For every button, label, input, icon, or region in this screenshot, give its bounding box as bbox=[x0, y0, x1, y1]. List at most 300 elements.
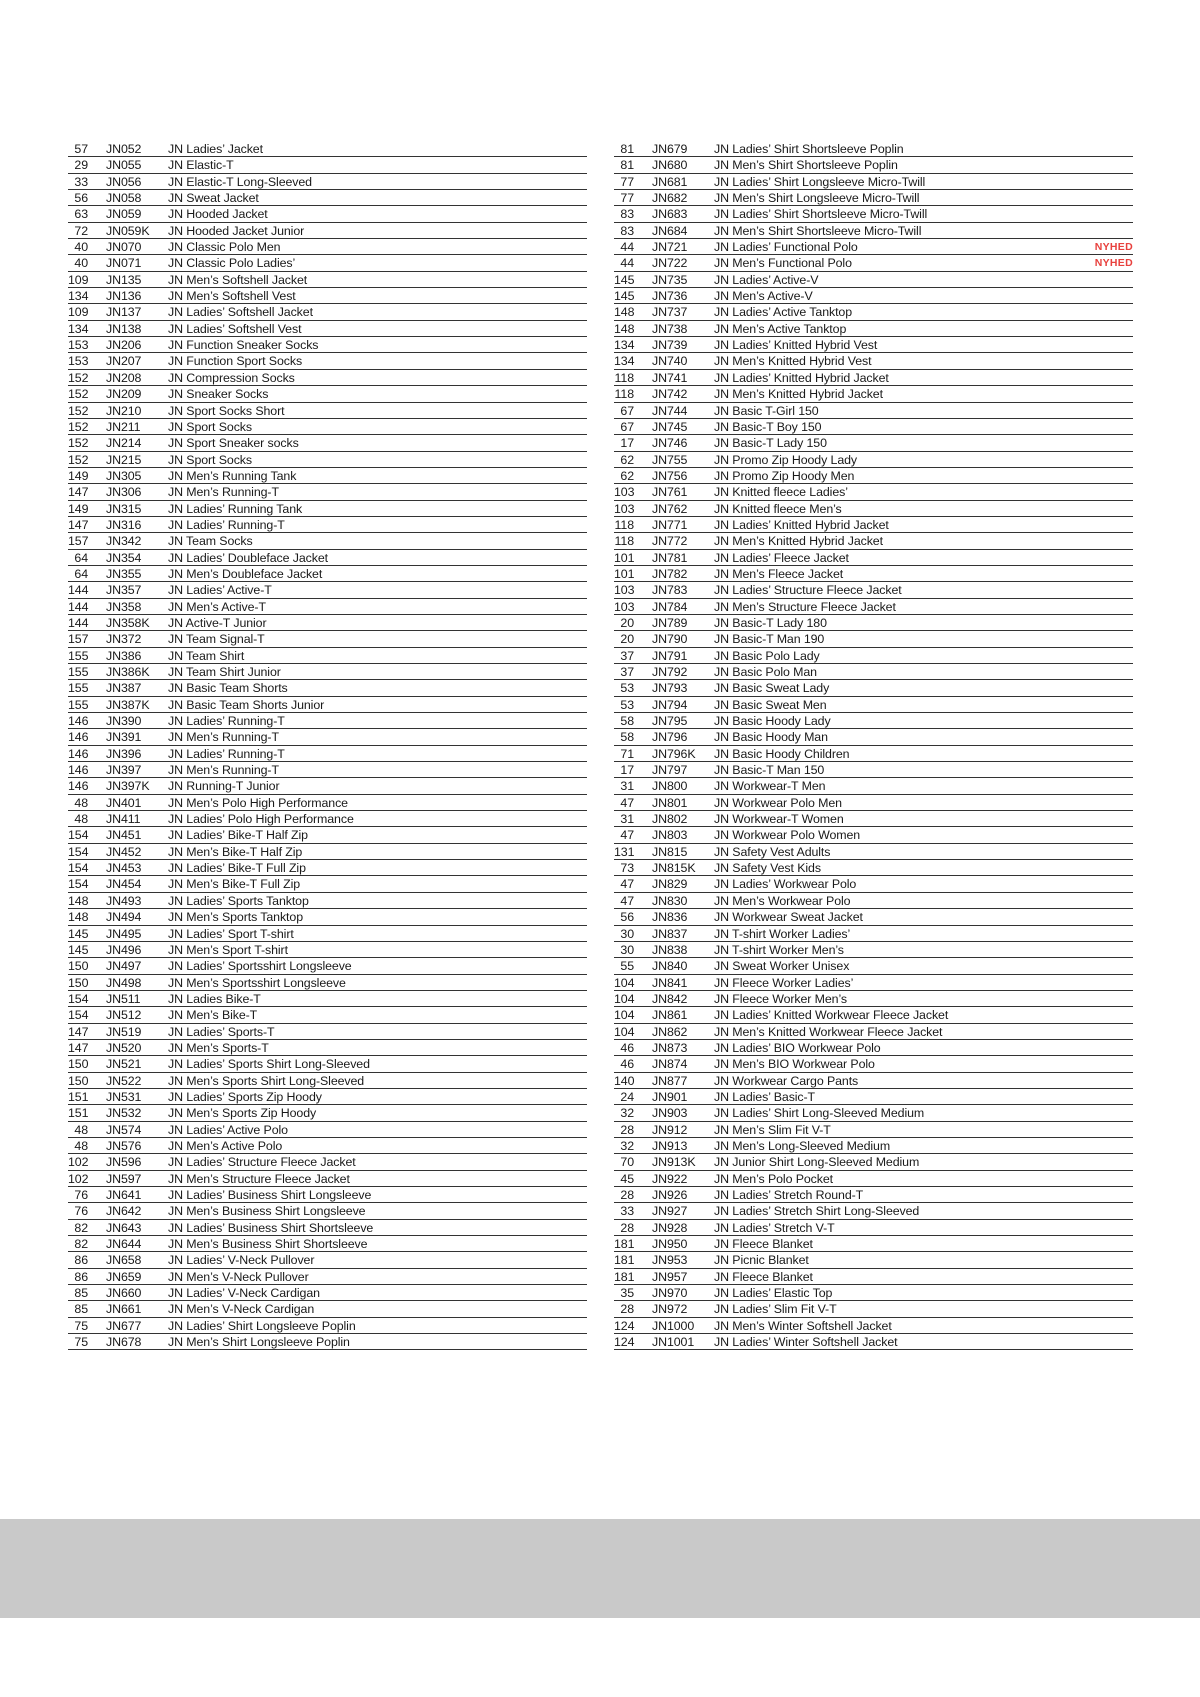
product-code: JN519 bbox=[106, 1024, 142, 1039]
page-number: 154 bbox=[68, 861, 89, 876]
product-code: JN494 bbox=[106, 910, 142, 925]
page-number: 146 bbox=[68, 763, 89, 778]
product-name: JN Men’s Polo Pocket bbox=[714, 1171, 833, 1186]
list-item bbox=[68, 255, 587, 271]
product-name: JN Ladies’ Winter Softshell Jacket bbox=[714, 1335, 898, 1350]
product-name: JN Ladies’ Knitted Hybrid Vest bbox=[714, 338, 878, 353]
product-name: JN Ladies’ Knitted Workwear Fleece Jacket bbox=[714, 1008, 949, 1023]
list-item bbox=[614, 697, 1133, 713]
product-code: JN386 bbox=[106, 648, 142, 663]
product-name: JN Basic-T Lady 150 bbox=[714, 436, 827, 451]
page-number: 81 bbox=[620, 158, 634, 173]
page-number: 134 bbox=[68, 321, 89, 336]
product-code: JN841 bbox=[652, 975, 688, 990]
product-code: JN771 bbox=[652, 517, 688, 532]
page-number: 154 bbox=[68, 991, 89, 1006]
page-number: 148 bbox=[614, 305, 635, 320]
list-item bbox=[68, 795, 587, 811]
product-code: JN214 bbox=[106, 436, 142, 451]
product-code: JN660 bbox=[106, 1286, 142, 1301]
product-code: JN795 bbox=[652, 714, 688, 729]
list-item bbox=[68, 648, 587, 664]
list-item bbox=[614, 174, 1133, 190]
product-name: JN Ladies’ Doubleface Jacket bbox=[168, 550, 328, 565]
page-number: 20 bbox=[620, 615, 634, 630]
page-number: 134 bbox=[68, 289, 89, 304]
product-code: JN903 bbox=[652, 1106, 688, 1121]
product-name: JN Running-T Junior bbox=[168, 779, 280, 794]
product-name: JN Fleece Worker Men’s bbox=[714, 991, 847, 1006]
list-item bbox=[614, 599, 1133, 615]
product-name: JN Elastic-T bbox=[168, 158, 234, 173]
page-number: 144 bbox=[68, 583, 89, 598]
page-number: 48 bbox=[74, 812, 88, 827]
product-code: JN950 bbox=[652, 1237, 688, 1252]
product-name: JN Team Socks bbox=[168, 534, 253, 549]
product-code: JN372 bbox=[106, 632, 142, 647]
product-name: JN Ladies’ Sports Tanktop bbox=[168, 893, 309, 908]
product-code: JN643 bbox=[106, 1220, 142, 1235]
product-name: JN Workwear Sweat Jacket bbox=[714, 910, 863, 925]
list-item bbox=[614, 1301, 1133, 1317]
product-name: JN Active-T Junior bbox=[168, 615, 267, 630]
list-item bbox=[614, 304, 1133, 320]
page-number: 44 bbox=[620, 240, 634, 255]
new-badge: NYHED bbox=[1094, 241, 1133, 254]
page-number: 70 bbox=[620, 1155, 634, 1170]
page-number: 144 bbox=[68, 599, 89, 614]
product-code: JN386K bbox=[106, 665, 150, 679]
page-number: 150 bbox=[68, 959, 89, 974]
list-item bbox=[614, 1056, 1133, 1072]
product-code: JN800 bbox=[652, 779, 688, 794]
page-number: 47 bbox=[620, 828, 634, 843]
list-item bbox=[68, 713, 587, 729]
list-item bbox=[68, 370, 587, 386]
product-name: JN Men’s Shirt Shortsleeve Micro-Twill bbox=[714, 223, 922, 238]
page-number: 64 bbox=[74, 550, 88, 565]
product-name: JN Hooded Jacket bbox=[168, 207, 268, 222]
product-code: JN531 bbox=[106, 1089, 142, 1104]
product-name: JN Ladies’ Sports-T bbox=[168, 1024, 275, 1039]
product-code: JN137 bbox=[106, 305, 142, 320]
list-item bbox=[614, 1318, 1133, 1334]
page-number: 85 bbox=[74, 1286, 88, 1301]
product-name: JN Basic Hoody Man bbox=[714, 730, 828, 745]
product-name: JN Ladies’ Sports Shirt Long-Sleeved bbox=[168, 1057, 370, 1072]
page-number: 152 bbox=[68, 419, 89, 434]
product-name: JN Team Shirt bbox=[168, 648, 245, 663]
product-code: JN722 bbox=[652, 256, 688, 271]
list-item bbox=[614, 255, 1133, 271]
page-number: 146 bbox=[68, 746, 89, 761]
product-code: JN206 bbox=[106, 338, 142, 353]
product-name: JN Men’s Functional Polo bbox=[714, 256, 852, 271]
list-item bbox=[68, 1187, 587, 1203]
product-name: JN Men’s Workwear Polo bbox=[714, 893, 851, 908]
list-item bbox=[614, 1024, 1133, 1040]
page-number: 57 bbox=[74, 142, 88, 156]
product-name: JN Promo Zip Hoody Men bbox=[714, 468, 855, 483]
product-name: JN Fleece Blanket bbox=[714, 1237, 813, 1252]
list-item bbox=[68, 239, 587, 255]
page-number: 67 bbox=[620, 403, 634, 418]
page-number: 62 bbox=[620, 468, 634, 483]
list-item bbox=[614, 419, 1133, 435]
product-code: JN391 bbox=[106, 730, 142, 745]
product-name: JN Men’s Softshell Vest bbox=[168, 289, 296, 304]
page-number: 147 bbox=[68, 517, 89, 532]
product-name: JN Ladies’ Active Polo bbox=[168, 1122, 288, 1137]
list-item bbox=[68, 321, 587, 337]
product-code: JN783 bbox=[652, 583, 688, 598]
product-name: JN Promo Zip Hoody Lady bbox=[714, 452, 858, 467]
product-code: JN138 bbox=[106, 321, 142, 336]
footer-band bbox=[0, 1519, 1200, 1618]
product-name: JN Hooded Jacket Junior bbox=[168, 223, 305, 238]
page-number: 147 bbox=[68, 485, 89, 500]
product-name: JN Basic Polo Lady bbox=[714, 648, 820, 663]
product-name: JN Ladies’ Polo High Performance bbox=[168, 812, 354, 827]
product-code: JN520 bbox=[106, 1040, 142, 1055]
page-number: 118 bbox=[614, 387, 634, 402]
product-code: JN659 bbox=[106, 1269, 142, 1284]
product-name: JN Ladies’ Workwear Polo bbox=[714, 877, 857, 892]
product-name: JN Men’s Shirt Longsleeve Poplin bbox=[168, 1335, 350, 1350]
product-name: JN Workwear-T Men bbox=[714, 779, 826, 794]
list-item bbox=[614, 1220, 1133, 1236]
product-name: JN Function Sport Socks bbox=[168, 354, 303, 369]
product-name: JN Ladies’ Running-T bbox=[168, 517, 285, 532]
page-number: 35 bbox=[620, 1286, 634, 1301]
product-name: JN Fleece Blanket bbox=[714, 1269, 813, 1284]
product-name: JN Ladies’ Slim Fit V-T bbox=[714, 1302, 837, 1317]
product-code: JN681 bbox=[652, 174, 688, 189]
product-code: JN862 bbox=[652, 1024, 688, 1039]
product-code: JN927 bbox=[652, 1204, 688, 1219]
page-number: 37 bbox=[620, 648, 634, 663]
product-code: JN970 bbox=[652, 1286, 688, 1301]
list-item bbox=[614, 746, 1133, 762]
page-number: 152 bbox=[68, 436, 89, 451]
list-item bbox=[68, 190, 587, 206]
product-code: JN742 bbox=[652, 387, 688, 402]
list-item bbox=[68, 926, 587, 942]
page-number: 104 bbox=[614, 1024, 635, 1039]
product-code: JN840 bbox=[652, 959, 688, 974]
page-number: 134 bbox=[614, 338, 635, 353]
page-number: 71 bbox=[620, 746, 634, 761]
page-number: 181 bbox=[614, 1269, 635, 1284]
product-name: JN Men’s Sportsshirt Longsleeve bbox=[168, 975, 346, 990]
list-item bbox=[614, 403, 1133, 419]
product-code: JN802 bbox=[652, 812, 688, 827]
list-item bbox=[614, 566, 1133, 582]
page-number: 104 bbox=[614, 1008, 635, 1023]
product-code: JN815K bbox=[652, 861, 696, 876]
product-name: JN Ladies’ Business Shirt Shortsleeve bbox=[168, 1220, 374, 1235]
page-number: 102 bbox=[68, 1171, 89, 1186]
product-code: JN354 bbox=[106, 550, 142, 565]
list-item bbox=[68, 697, 587, 713]
product-code: JN679 bbox=[652, 142, 688, 156]
list-item bbox=[68, 272, 587, 288]
product-name: JN Function Sneaker Socks bbox=[168, 338, 319, 353]
product-code: JN209 bbox=[106, 387, 142, 402]
product-code: JN913K bbox=[652, 1155, 696, 1170]
product-name: JN Ladies’ Jacket bbox=[168, 142, 263, 156]
product-code: JN761 bbox=[652, 485, 688, 500]
page-number: 86 bbox=[74, 1269, 88, 1284]
list-item bbox=[68, 337, 587, 353]
product-code: JN837 bbox=[652, 926, 688, 941]
list-item bbox=[68, 876, 587, 892]
list-item bbox=[68, 501, 587, 517]
product-name: JN Basic Hoody Lady bbox=[714, 714, 831, 729]
product-code: JN498 bbox=[106, 975, 142, 990]
product-name: JN Basic Hoody Children bbox=[714, 746, 850, 761]
product-name: JN Basic-T Lady 180 bbox=[714, 615, 827, 630]
list-item bbox=[614, 337, 1133, 353]
product-code: JN532 bbox=[106, 1106, 142, 1121]
page-number: 103 bbox=[614, 599, 635, 614]
page-number: 151 bbox=[68, 1106, 89, 1121]
product-code: JN738 bbox=[652, 321, 688, 336]
product-code: JN756 bbox=[652, 468, 688, 483]
product-name: JN Men’s Knitted Hybrid Vest bbox=[714, 354, 872, 369]
product-name: JN Men’s Structure Fleece Jacket bbox=[714, 599, 896, 614]
list-item bbox=[614, 1040, 1133, 1056]
page-number: 32 bbox=[620, 1106, 634, 1121]
list-item bbox=[614, 811, 1133, 827]
list-item bbox=[68, 353, 587, 369]
product-name: JN Basic Sweat Lady bbox=[714, 681, 830, 696]
page-number: 155 bbox=[68, 681, 89, 696]
product-code: JN745 bbox=[652, 419, 688, 434]
product-name: JN Sport Socks bbox=[168, 419, 252, 434]
product-code: JN493 bbox=[106, 893, 142, 908]
list-item bbox=[614, 582, 1133, 598]
list-item bbox=[614, 1105, 1133, 1121]
page-number: 148 bbox=[68, 893, 89, 908]
list-item bbox=[614, 452, 1133, 468]
page-number: 157 bbox=[68, 632, 89, 647]
page-number: 62 bbox=[620, 452, 634, 467]
product-code: JN215 bbox=[106, 452, 142, 467]
product-code: JN135 bbox=[106, 272, 142, 287]
page-number: 86 bbox=[74, 1253, 88, 1268]
product-name: JN Ladies’ Sport T-shirt bbox=[168, 926, 294, 941]
page-number: 83 bbox=[620, 223, 634, 238]
page-number: 140 bbox=[614, 1073, 635, 1088]
product-name: JN Men’s Slim Fit V-T bbox=[714, 1122, 831, 1137]
product-name: JN Workwear Polo Men bbox=[714, 795, 842, 810]
list-item bbox=[68, 778, 587, 794]
product-name: JN Men’s Active Polo bbox=[168, 1138, 283, 1153]
page-number: 101 bbox=[614, 566, 635, 581]
list-item bbox=[68, 975, 587, 991]
list-item bbox=[68, 1056, 587, 1072]
list-item bbox=[68, 223, 587, 239]
product-code: JN644 bbox=[106, 1237, 142, 1252]
product-code: JN861 bbox=[652, 1008, 688, 1023]
list-item bbox=[68, 942, 587, 958]
list-item bbox=[68, 1269, 587, 1285]
page-number: 28 bbox=[620, 1122, 634, 1137]
page-number: 30 bbox=[620, 926, 634, 941]
product-code: JN522 bbox=[106, 1073, 142, 1088]
list-item bbox=[68, 1122, 587, 1138]
product-name: JN Men’s BIO Workwear Polo bbox=[714, 1057, 875, 1072]
product-code: JN387 bbox=[106, 681, 142, 696]
product-name: JN Men’s Active Tanktop bbox=[714, 321, 847, 336]
product-name: JN Ladies’ Stretch Round-T bbox=[714, 1188, 864, 1202]
product-code: JN210 bbox=[106, 403, 142, 418]
page-number: 77 bbox=[620, 174, 634, 189]
product-code: JN211 bbox=[106, 419, 141, 434]
list-item bbox=[68, 304, 587, 320]
product-name: JN Ladies’ Knitted Hybrid Jacket bbox=[714, 517, 889, 532]
list-item bbox=[614, 435, 1133, 451]
list-item bbox=[614, 1073, 1133, 1089]
product-name: JN Men’s Active-V bbox=[714, 289, 813, 304]
product-code: JN056 bbox=[106, 174, 142, 189]
list-item bbox=[68, 435, 587, 451]
page-number: 154 bbox=[68, 828, 89, 843]
product-name: JN Ladies’ Shirt Longsleeve Poplin bbox=[168, 1318, 356, 1333]
product-name: JN Ladies’ Basic-T bbox=[714, 1089, 816, 1104]
product-name: JN Men’s Knitted Hybrid Jacket bbox=[714, 387, 883, 402]
product-code: JN315 bbox=[106, 501, 142, 516]
list-item bbox=[68, 1073, 587, 1089]
list-item bbox=[68, 1301, 587, 1317]
page-number: 153 bbox=[68, 354, 89, 369]
product-code: JN058 bbox=[106, 191, 142, 206]
product-name: JN Ladies’ Running-T bbox=[168, 746, 285, 761]
list-item bbox=[68, 566, 587, 582]
product-code: JN390 bbox=[106, 714, 142, 729]
product-name: JN Basic Team Shorts bbox=[168, 681, 288, 696]
product-code: JN454 bbox=[106, 877, 142, 892]
list-item bbox=[614, 517, 1133, 533]
product-name: JN Men’s Shirt Longsleeve Micro-Twill bbox=[714, 191, 920, 206]
product-code: JN721 bbox=[652, 240, 688, 255]
page-number: 118 bbox=[614, 370, 634, 385]
product-code: JN678 bbox=[106, 1335, 142, 1350]
product-code: JN511 bbox=[106, 991, 141, 1006]
product-code: JN829 bbox=[652, 877, 688, 892]
product-name: JN Workwear Polo Women bbox=[714, 828, 861, 843]
page-number: 152 bbox=[68, 452, 89, 467]
page-number: 181 bbox=[614, 1237, 635, 1252]
page-number: 148 bbox=[614, 321, 635, 336]
product-name: JN Men’s Sports Tanktop bbox=[168, 910, 303, 925]
product-name: JN Elastic-T Long-Sleeved bbox=[168, 174, 312, 189]
page-number: 20 bbox=[620, 632, 634, 647]
product-name: JN Men’s Sports-T bbox=[168, 1040, 269, 1055]
list-item bbox=[68, 419, 587, 435]
list-item bbox=[68, 1334, 587, 1350]
list-item bbox=[614, 827, 1133, 843]
list-item bbox=[68, 533, 587, 549]
page-number: 30 bbox=[620, 942, 634, 957]
list-item bbox=[68, 1007, 587, 1023]
page-number: 47 bbox=[620, 795, 634, 810]
product-name: JN Basic-T Man 150 bbox=[714, 763, 825, 778]
product-code: JN684 bbox=[652, 223, 688, 238]
page-number: 76 bbox=[74, 1188, 88, 1202]
list-item bbox=[614, 729, 1133, 745]
page-number: 47 bbox=[620, 877, 634, 892]
page-number: 151 bbox=[68, 1089, 89, 1104]
list-item bbox=[614, 1171, 1133, 1187]
list-item bbox=[614, 893, 1133, 909]
new-badge: NYHED bbox=[1094, 257, 1133, 270]
list-item bbox=[68, 991, 587, 1007]
list-item bbox=[68, 893, 587, 909]
product-code: JN642 bbox=[106, 1204, 142, 1219]
product-code: JN741 bbox=[652, 370, 688, 385]
product-code: JN873 bbox=[652, 1040, 688, 1055]
list-item bbox=[68, 174, 587, 190]
page-number: 77 bbox=[620, 191, 634, 206]
product-name: JN Ladies’ Shirt Shortsleeve Micro-Twill bbox=[714, 207, 928, 222]
product-name: JN Men’s Bike-T Half Zip bbox=[168, 844, 303, 859]
page-number: 46 bbox=[620, 1057, 634, 1072]
product-name: JN Ladies’ Structure Fleece Jacket bbox=[168, 1155, 356, 1170]
product-name: JN Ladies’ Shirt Shortsleeve Poplin bbox=[714, 142, 904, 156]
product-name: JN Men’s Running Tank bbox=[168, 468, 297, 483]
list-item bbox=[68, 664, 587, 680]
page-number: 147 bbox=[68, 1024, 89, 1039]
list-item bbox=[614, 860, 1133, 876]
product-code: JN059K bbox=[106, 223, 150, 238]
product-code: JN661 bbox=[106, 1302, 142, 1317]
list-item bbox=[614, 206, 1133, 222]
page-number: 31 bbox=[620, 812, 634, 827]
list-item bbox=[68, 746, 587, 762]
product-name: JN Ladies’ V-Neck Pullover bbox=[168, 1253, 315, 1268]
product-name: JN Picnic Blanket bbox=[714, 1253, 809, 1268]
page-number: 124 bbox=[614, 1335, 635, 1350]
product-code: JN496 bbox=[106, 942, 142, 957]
product-code: JN736 bbox=[652, 289, 688, 304]
page-number: 118 bbox=[614, 517, 634, 532]
product-name: JN Workwear-T Women bbox=[714, 812, 844, 827]
product-name: JN Ladies’ V-Neck Cardigan bbox=[168, 1286, 320, 1301]
product-name: JN Men’s Fleece Jacket bbox=[714, 566, 844, 581]
page-number: 33 bbox=[74, 174, 88, 189]
product-code: JN397 bbox=[106, 763, 142, 778]
list-item bbox=[68, 615, 587, 631]
product-name: JN Men’s Sport T-shirt bbox=[168, 942, 288, 957]
page-number: 155 bbox=[68, 648, 89, 663]
list-item bbox=[614, 1122, 1133, 1138]
page-number: 28 bbox=[620, 1188, 634, 1202]
page-number: 46 bbox=[620, 1040, 634, 1055]
list-item bbox=[68, 958, 587, 974]
list-item bbox=[68, 729, 587, 745]
product-name: JN Ladies’ Active Tanktop bbox=[714, 305, 853, 320]
list-item bbox=[614, 1236, 1133, 1252]
page-number: 85 bbox=[74, 1302, 88, 1317]
page-number: 102 bbox=[68, 1155, 89, 1170]
product-code: JN830 bbox=[652, 893, 688, 908]
product-name: JN Basic-T Boy 150 bbox=[714, 419, 822, 434]
list-item bbox=[614, 1285, 1133, 1301]
product-name: JN Sweat Worker Unisex bbox=[714, 959, 850, 974]
page-number: 152 bbox=[68, 387, 89, 402]
